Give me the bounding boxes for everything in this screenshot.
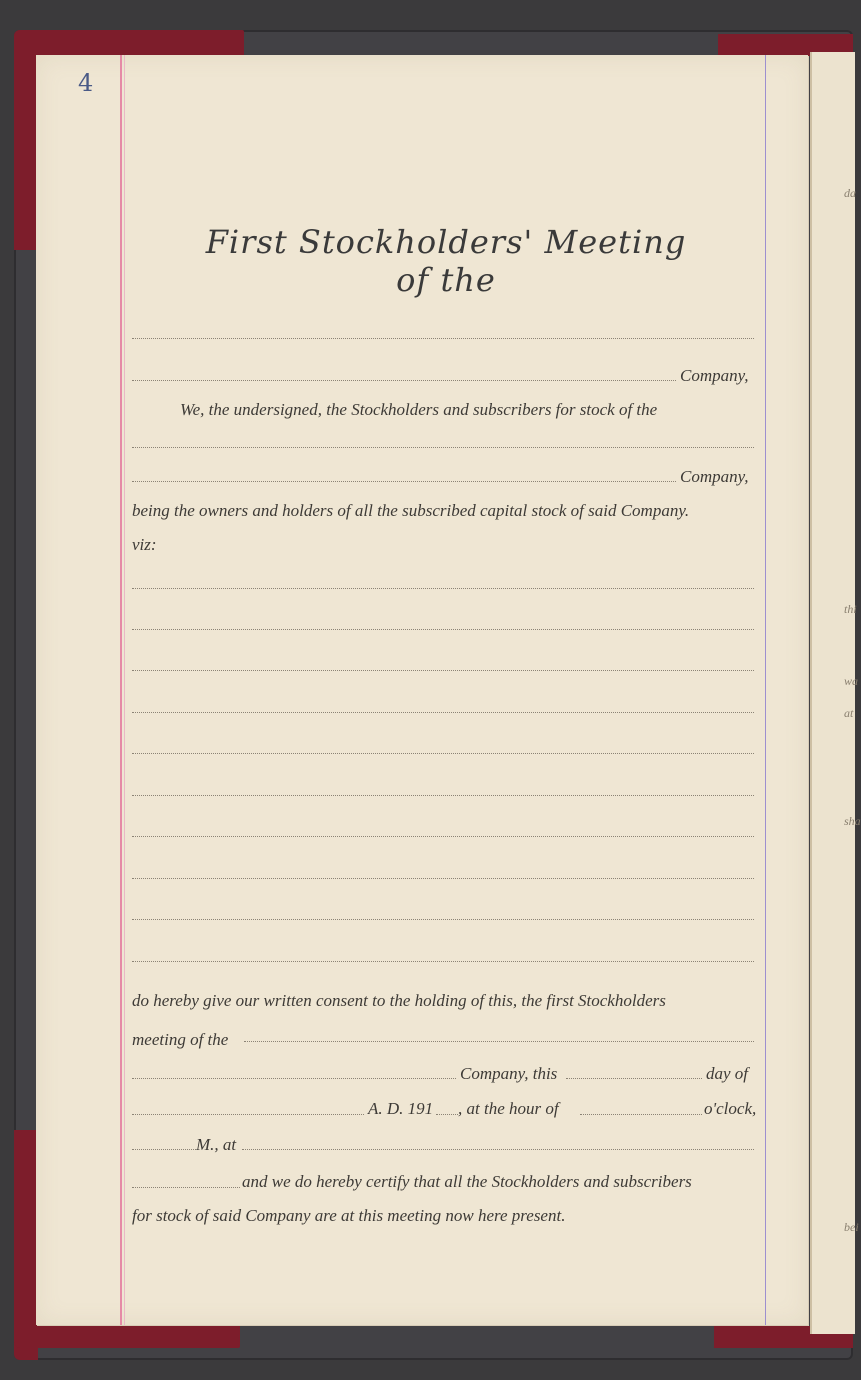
stockholder-entry-line[interactable] xyxy=(132,753,754,754)
stockholder-entry-line[interactable] xyxy=(132,961,754,962)
cover-corner-top-left-spine xyxy=(14,30,38,250)
day-of-label: day of xyxy=(706,1064,749,1083)
owners-text: being the owners and holders of all the subscribed capital stock of said Company. xyxy=(132,501,690,520)
oclock-label: o'clock, xyxy=(704,1099,757,1118)
year-digit-field[interactable] xyxy=(436,1114,458,1115)
location-field-cont[interactable] xyxy=(132,1187,240,1188)
facing-page-fragment: da xyxy=(844,186,856,200)
undersigned-text: We, the undersigned, the Stockholders and subscribers for stock of the xyxy=(180,400,658,419)
facing-page-fragment: bei xyxy=(844,1220,859,1234)
page-title: First Stockholders' Meeting of the xyxy=(205,223,687,299)
blank-company-name-line[interactable] xyxy=(132,338,754,339)
page-number: 4 xyxy=(78,69,94,97)
company-label: Company, xyxy=(680,366,749,385)
blank-company-name-line[interactable] xyxy=(132,447,754,448)
ad-year-label: A. D. 191 xyxy=(368,1099,434,1118)
facing-page-fragment: sha xyxy=(844,814,861,828)
stockholder-entry-line[interactable] xyxy=(132,795,754,796)
company-label: Company, xyxy=(680,467,749,486)
left-margin-rule-inner xyxy=(124,55,125,1325)
facing-page-fragment: at xyxy=(844,706,854,720)
blank-company-name-line[interactable] xyxy=(132,481,676,482)
company-name-field[interactable] xyxy=(244,1041,754,1042)
m-at-label: M., at xyxy=(196,1135,237,1154)
stockholder-entry-line[interactable] xyxy=(132,712,754,713)
viz-label: viz: xyxy=(132,535,157,554)
stockholder-entry-line[interactable] xyxy=(132,878,754,879)
present-text: for stock of said Company are at this meeting now here present. xyxy=(132,1206,566,1225)
cover-corner-top-left xyxy=(14,30,244,58)
company-name-field[interactable] xyxy=(132,1078,456,1079)
facing-page-fragment: wa xyxy=(844,674,859,688)
cover-corner-bottom-left xyxy=(14,1326,240,1348)
facing-page-fragment: thi xyxy=(844,602,857,616)
month-field[interactable] xyxy=(132,1114,364,1115)
hour-field[interactable] xyxy=(580,1114,702,1115)
ledger-page xyxy=(36,55,808,1325)
am-pm-field[interactable] xyxy=(132,1149,196,1150)
location-field[interactable] xyxy=(242,1149,754,1150)
consent-text: do hereby give our written consent to the holding of this, the first Stockholders xyxy=(132,991,666,1010)
stockholder-entry-line[interactable] xyxy=(132,919,754,920)
right-margin-rule xyxy=(765,55,766,1325)
meeting-of-the-label: meeting of the xyxy=(132,1030,229,1049)
stockholder-entry-line[interactable] xyxy=(132,629,754,630)
stockholder-entry-line[interactable] xyxy=(132,588,754,589)
stockholder-entry-line[interactable] xyxy=(132,836,754,837)
blank-company-name-line[interactable] xyxy=(132,380,676,381)
facing-page-edge xyxy=(810,52,861,1334)
hour-label: , at the hour of xyxy=(458,1099,559,1118)
stockholder-entry-line[interactable] xyxy=(132,670,754,671)
day-field[interactable] xyxy=(566,1078,702,1079)
company-this-label: Company, this xyxy=(460,1064,558,1083)
left-margin-rule xyxy=(120,55,122,1325)
certify-text: and we do hereby certify that all the Stockholders and subscribers xyxy=(242,1172,692,1191)
